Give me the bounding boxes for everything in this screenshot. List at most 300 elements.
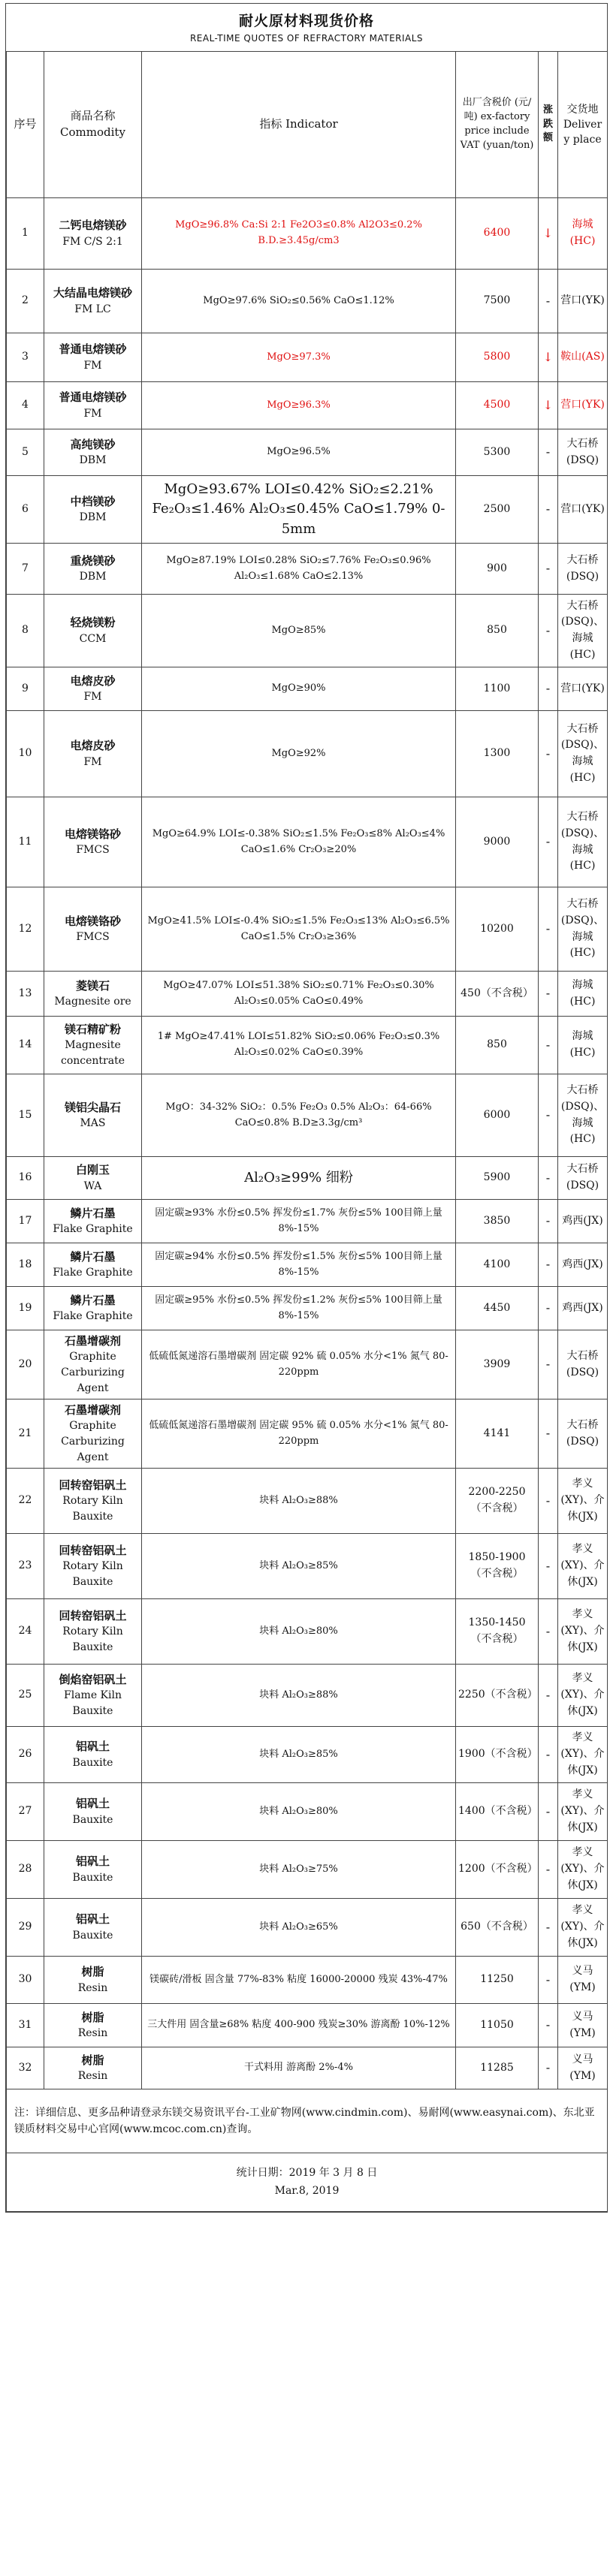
indicator-cell: 低硫低氮递溶石墨增碳剂 固定碳 95% 硫 0.05% 水分<1% 氮气 80-220ppm	[142, 1399, 456, 1469]
row-number: 25	[7, 1665, 44, 1727]
commodity-cell	[44, 1841, 142, 1899]
row-number: 22	[7, 1469, 44, 1534]
delivery-place-cell: 营口(YK)	[558, 476, 608, 544]
commodity-name-en: FM	[83, 359, 102, 372]
commodity-name-en: Flame Kiln Bauxite	[64, 1689, 122, 1718]
commodity-name-cn: 电熔皮砂	[70, 673, 116, 688]
change-cell: -	[539, 476, 558, 544]
delivery-place-cell: 孝义(XY)、介休(JX)	[558, 1841, 608, 1899]
row-number: 26	[7, 1727, 44, 1783]
footer-note-row	[7, 2089, 608, 2153]
table-row	[7, 887, 608, 972]
commodity-name-en: FMCS	[76, 844, 110, 857]
row-number: 18	[7, 1243, 44, 1287]
commodity-name-en: Resin	[77, 2027, 108, 2040]
commodity-name-cn: 鳞片石墨	[70, 1206, 116, 1220]
commodity-cell	[44, 270, 142, 333]
commodity-name-cn: 电熔镁铬砂	[64, 914, 121, 928]
row-number: 31	[7, 2004, 44, 2047]
commodity-name-en: FM	[83, 691, 102, 704]
table-row	[7, 711, 608, 797]
table-row	[7, 544, 608, 595]
indicator-cell: MgO≥64.9% LOI≤-0.38% SiO₂≤1.5% Fe₂O₃≤8% Al₂O₃≤4% CaO≤1.6% Cr₂O₃≥20%	[142, 797, 456, 887]
price-cell: 3850	[456, 1200, 539, 1243]
table-row	[7, 198, 608, 270]
commodity-cell	[44, 887, 142, 972]
delivery-place-cell: 孝义(XY)、介休(JX)	[558, 1783, 608, 1841]
row-number: 27	[7, 1783, 44, 1841]
header-row	[7, 52, 608, 198]
price-cell: 7500	[456, 270, 539, 333]
commodity-name-cn: 鳞片石墨	[70, 1249, 116, 1264]
indicator-cell: MgO≥85%	[142, 595, 456, 667]
price-cell: 4100	[456, 1243, 539, 1287]
price-cell: 2200-2250（不含税）	[456, 1469, 539, 1534]
commodity-name-cn: 大结晶电熔镁砂	[53, 286, 132, 300]
change-cell: -	[539, 1200, 558, 1243]
row-number: 15	[7, 1074, 44, 1157]
row-number: 10	[7, 711, 44, 797]
price-cell: 5300	[456, 429, 539, 476]
commodity-cell	[44, 1783, 142, 1841]
commodity-name-cn: 普通电熔镁砂	[59, 390, 127, 405]
table-row	[7, 1157, 608, 1200]
delivery-place-cell: 孝义(XY)、介休(JX)	[558, 1469, 608, 1534]
delivery-place-cell: 孝义(XY)、介休(JX)	[558, 1534, 608, 1599]
change-cell: -	[539, 972, 558, 1017]
commodity-name-en: FM C/S 2:1	[62, 235, 123, 248]
change-cell: -	[539, 667, 558, 711]
row-number: 5	[7, 429, 44, 476]
price-cell: 2250（不含税）	[456, 1665, 539, 1727]
commodity-cell	[44, 1074, 142, 1157]
commodity-name-cn: 石墨增碳剂	[64, 1402, 121, 1417]
commodity-name-cn: 重烧镁砂	[70, 553, 116, 568]
commodity-cell	[44, 1665, 142, 1727]
delivery-place-cell: 大石桥(DSQ)	[558, 1157, 608, 1200]
col-header-change: 涨跌额	[539, 52, 558, 198]
change-cell: -	[539, 270, 558, 333]
row-number: 3	[7, 333, 44, 382]
commodity-name-en: Rotary Kiln Bauxite	[62, 1560, 123, 1589]
table-row	[7, 1783, 608, 1841]
change-cell: -	[539, 1665, 558, 1727]
row-number: 12	[7, 887, 44, 972]
row-number: 4	[7, 382, 44, 429]
commodity-name-en: Flake Graphite	[53, 1310, 133, 1323]
commodity-cell	[44, 1469, 142, 1534]
table-row	[7, 1287, 608, 1330]
commodity-name-cn: 树脂	[81, 2010, 104, 2024]
commodity-name-en: Bauxite	[72, 1756, 113, 1769]
price-cell: 1850-1900（不含税）	[456, 1534, 539, 1599]
change-cell: -	[539, 1957, 558, 2004]
delivery-place-cell: 义马(YM)	[558, 2047, 608, 2089]
price-cell: 650（不含税）	[456, 1899, 539, 1957]
row-number: 24	[7, 1599, 44, 1665]
delivery-place-cell: 孝义(XY)、介休(JX)	[558, 1665, 608, 1727]
commodity-cell	[44, 1599, 142, 1665]
commodity-name-en: Flake Graphite	[53, 1223, 133, 1236]
commodity-name-en: FM	[83, 755, 102, 768]
price-rows	[7, 198, 608, 2089]
indicator-cell: MgO≥87.19% LOI≤0.28% SiO₂≤7.76% Fe₂O₃≤0.96% Al₂O₃≤1.68% CaO≤2.13%	[142, 544, 456, 595]
commodity-cell	[44, 1200, 142, 1243]
price-cell: 4500	[456, 382, 539, 429]
price-cell: 4450	[456, 1287, 539, 1330]
commodity-name-en: CCM	[79, 632, 107, 645]
footer-date-row	[7, 2153, 608, 2212]
table-row	[7, 1074, 608, 1157]
commodity-name-en: Bauxite	[72, 1813, 113, 1826]
change-cell: -	[539, 887, 558, 972]
row-number: 29	[7, 1899, 44, 1957]
change-cell: ↓	[539, 382, 558, 429]
table-row	[7, 1665, 608, 1727]
commodity-name-en: FM	[83, 407, 102, 420]
price-cell: 1350-1450（不含税）	[456, 1599, 539, 1665]
date-en: Mar.8, 2019	[274, 2184, 340, 2197]
delivery-place-cell: 孝义(XY)、介休(JX)	[558, 1727, 608, 1783]
row-number: 17	[7, 1200, 44, 1243]
indicator-cell: 低硫低氮递溶石墨增碳剂 固定碳 92% 硫 0.05% 水分<1% 氮气 80-220ppm	[142, 1330, 456, 1399]
commodity-cell	[44, 382, 142, 429]
change-cell: -	[539, 1783, 558, 1841]
commodity-cell	[44, 198, 142, 270]
change-cell: -	[539, 429, 558, 476]
commodity-name-cn: 树脂	[81, 1965, 104, 1979]
row-number: 19	[7, 1287, 44, 1330]
commodity-name-en: MAS	[80, 1117, 106, 1130]
indicator-cell: MgO≥96.8% Ca:Si 2:1 Fe2O3≤0.8% Al2O3≤0.2% B.D.≥3.45g/cm3	[142, 198, 456, 270]
commodity-name-en: Bauxite	[72, 1929, 113, 1942]
delivery-place-cell: 孝义(XY)、介休(JX)	[558, 1899, 608, 1957]
delivery-place-cell: 义马(YM)	[558, 2004, 608, 2047]
price-cell: 2500	[456, 476, 539, 544]
change-cell: -	[539, 2004, 558, 2047]
price-cell: 1300	[456, 711, 539, 797]
price-sheet	[5, 3, 608, 2213]
commodity-name-cn: 镁铝尖晶石	[64, 1100, 121, 1114]
delivery-place-cell: 义马(YM)	[558, 1957, 608, 2004]
indicator-cell: MgO：34-32% SiO₂：0.5% Fe₂O₃ 0.5% Al₂O₃：64-66% CaO≤0.8% B.D≥3.3g/cm³	[142, 1074, 456, 1157]
commodity-name-en: Resin	[77, 2070, 108, 2083]
indicator-cell: MgO≥47.07% LOI≤51.38% SiO₂≤0.71% Fe₂O₃≤0.30% Al₂O₃≤0.05% CaO≤0.49%	[142, 972, 456, 1017]
commodity-name-cn: 电熔皮砂	[70, 739, 116, 753]
commodity-cell	[44, 544, 142, 595]
delivery-place-cell: 鸡西(JX)	[558, 1243, 608, 1287]
delivery-place-cell: 海城(HC)	[558, 198, 608, 270]
commodity-cell	[44, 1534, 142, 1599]
table-row	[7, 429, 608, 476]
indicator-cell: 镁碳砖/滑板 固含量 77%-83% 粘度 16000-20000 残炭 43%-47%	[142, 1957, 456, 2004]
commodity-name-en: Graphite Carburizing Agent	[61, 1351, 125, 1395]
commodity-name-en: Rotary Kiln Bauxite	[62, 1625, 123, 1654]
price-cell: 5800	[456, 333, 539, 382]
change-cell: -	[539, 544, 558, 595]
commodity-name-en: DBM	[79, 454, 107, 467]
table-row	[7, 1727, 608, 1783]
commodity-name-cn: 高纯镁砂	[70, 437, 116, 451]
row-number: 2	[7, 270, 44, 333]
indicator-cell: MgO≥92%	[142, 711, 456, 797]
table-row	[7, 1330, 608, 1399]
commodity-name-cn: 铝矾土	[75, 1854, 110, 1869]
row-number: 13	[7, 972, 44, 1017]
change-cell: -	[539, 1074, 558, 1157]
change-cell: -	[539, 1469, 558, 1534]
table-row	[7, 1957, 608, 2004]
commodity-name-en: FMCS	[76, 931, 110, 944]
price-cell: 1900（不含税）	[456, 1727, 539, 1783]
commodity-cell	[44, 1157, 142, 1200]
footer-date	[7, 2153, 608, 2212]
change-cell: -	[539, 711, 558, 797]
indicator-cell: 块料 Al₂O₃≥85%	[142, 1727, 456, 1783]
table-row	[7, 1399, 608, 1469]
indicator-cell: 固定碳≥93% 水份≤0.5% 挥发份≤1.7% 灰份≤5% 100目筛上量 8%-15%	[142, 1200, 456, 1243]
commodity-name-cn: 电熔镁铬砂	[64, 827, 121, 841]
price-table	[6, 51, 608, 2212]
delivery-place-cell: 孝义(XY)、介休(JX)	[558, 1599, 608, 1665]
change-cell: -	[539, 1017, 558, 1074]
table-row	[7, 333, 608, 382]
commodity-cell	[44, 1899, 142, 1957]
commodity-cell	[44, 595, 142, 667]
price-cell: 9000	[456, 797, 539, 887]
row-number: 23	[7, 1534, 44, 1599]
indicator-cell: 块料 Al₂O₃≥88%	[142, 1665, 456, 1727]
table-row	[7, 667, 608, 711]
commodity-name-en: DBM	[79, 511, 107, 524]
table-row	[7, 1841, 608, 1899]
commodity-cell	[44, 429, 142, 476]
commodity-cell	[44, 667, 142, 711]
change-cell: -	[539, 1157, 558, 1200]
indicator-cell: MgO≥90%	[142, 667, 456, 711]
table-row	[7, 382, 608, 429]
price-cell: 5900	[456, 1157, 539, 1200]
commodity-cell	[44, 476, 142, 544]
commodity-name-en: Graphite Carburizing Agent	[61, 1420, 125, 1464]
price-cell: 1400（不含税）	[456, 1783, 539, 1841]
indicator-cell: MgO≥96.3%	[142, 382, 456, 429]
commodity-cell	[44, 1287, 142, 1330]
commodity-cell	[44, 797, 142, 887]
commodity-name-en: Magnesite ore	[54, 996, 131, 1008]
col-header-indicator: 指标 Indicator	[142, 52, 456, 198]
commodity-cell	[44, 1399, 142, 1469]
price-cell: 1200（不含税）	[456, 1841, 539, 1899]
commodity-name-cn: 二钙电熔镁砂	[59, 218, 127, 233]
price-cell: 11250	[456, 1957, 539, 2004]
table-row	[7, 1599, 608, 1665]
change-cell: -	[539, 1727, 558, 1783]
table-row	[7, 2047, 608, 2089]
table-row	[7, 1534, 608, 1599]
commodity-name-en: FM LC	[74, 303, 111, 315]
commodity-name-cn: 普通电熔镁砂	[59, 342, 127, 357]
table-row	[7, 476, 608, 544]
indicator-cell: MgO≥97.3%	[142, 333, 456, 382]
price-cell: 6000	[456, 1074, 539, 1157]
table-row	[7, 2004, 608, 2047]
change-cell: -	[539, 2047, 558, 2089]
table-row	[7, 972, 608, 1017]
commodity-name-en: DBM	[79, 571, 107, 583]
col-header-commodity: 商品名称 Commodity	[44, 52, 142, 198]
indicator-cell: 块料 Al₂O₃≥85%	[142, 1534, 456, 1599]
commodity-cell	[44, 1330, 142, 1399]
indicator-cell: 三大件用 固含量≥68% 粘度 400-900 残炭≥30% 游离酚 10%-12%	[142, 2004, 456, 2047]
change-cell: -	[539, 595, 558, 667]
row-number: 8	[7, 595, 44, 667]
change-cell: -	[539, 1534, 558, 1599]
footer-note: 注：详细信息、更多品种请登录东镁交易资讯平台-工业矿物网(www.cindmin.com)、易耐网(www.easynai.com)、东北亚镁质材料交易中心官网(www.mcoc.com.cn)查询。	[7, 2089, 608, 2153]
table-row	[7, 595, 608, 667]
indicator-cell: 干式料用 游离酚 2%-4%	[142, 2047, 456, 2089]
row-number: 32	[7, 2047, 44, 2089]
price-cell: 4141	[456, 1399, 539, 1469]
price-cell: 10200	[456, 887, 539, 972]
date-cn: 统计日期：2019 年 3 月 8 日	[236, 2166, 378, 2179]
indicator-cell: 固定碳≥94% 水份≤0.5% 挥发份≤1.5% 灰份≤5% 100目筛上量 8%-15%	[142, 1243, 456, 1287]
table-row	[7, 1899, 608, 1957]
indicator-cell: MgO≥41.5% LOI≤-0.4% SiO₂≤1.5% Fe₂O₃≤13% Al₂O₃≤6.5% CaO≤1.5% Cr₂O₃≥36%	[142, 887, 456, 972]
commodity-name-en: WA	[83, 1180, 102, 1192]
commodity-name-cn: 轻烧镁粉	[70, 616, 116, 630]
col-header-price: 出厂含税价 (元/吨) ex-factory price include VAT (yuan/ton)	[456, 52, 539, 198]
commodity-name-cn: 白刚玉	[75, 1163, 110, 1177]
price-cell: 6400	[456, 198, 539, 270]
change-cell: -	[539, 1330, 558, 1399]
commodity-name-cn: 石墨增碳剂	[64, 1333, 121, 1348]
row-number: 21	[7, 1399, 44, 1469]
delivery-place-cell: 大石桥(DSQ)	[558, 544, 608, 595]
indicator-cell: 块料 Al₂O₃≥65%	[142, 1899, 456, 1957]
table-row	[7, 270, 608, 333]
row-number: 7	[7, 544, 44, 595]
row-number: 11	[7, 797, 44, 887]
price-cell: 11050	[456, 2004, 539, 2047]
row-number: 28	[7, 1841, 44, 1899]
commodity-name-cn: 铝矾土	[75, 1797, 110, 1811]
table-row	[7, 1200, 608, 1243]
commodity-name-cn: 树脂	[81, 2053, 104, 2067]
change-cell: ↓	[539, 333, 558, 382]
commodity-name-cn: 回转窑铝矾土	[59, 1478, 127, 1492]
price-cell: 850	[456, 1017, 539, 1074]
indicator-cell: 块料 Al₂O₃≥80%	[142, 1599, 456, 1665]
table-row	[7, 1017, 608, 1074]
commodity-name-cn: 回转窑铝矾土	[59, 1608, 127, 1622]
col-header-place: 交货地 Delivery place	[558, 52, 608, 198]
commodity-cell	[44, 2004, 142, 2047]
row-number: 6	[7, 476, 44, 544]
delivery-place-cell: 大石桥(DSQ)、海城(HC)	[558, 797, 608, 887]
delivery-place-cell: 大石桥(DSQ)、海城(HC)	[558, 887, 608, 972]
commodity-cell	[44, 972, 142, 1017]
table-row	[7, 1469, 608, 1534]
change-cell: -	[539, 1599, 558, 1665]
delivery-place-cell: 营口(YK)	[558, 270, 608, 333]
indicator-cell: 固定碳≥95% 水份≤0.5% 挥发份≤1.2% 灰份≤5% 100目筛上量 8%-15%	[142, 1287, 456, 1330]
change-cell: -	[539, 1399, 558, 1469]
delivery-place-cell: 大石桥(DSQ)	[558, 1399, 608, 1469]
commodity-cell	[44, 1957, 142, 2004]
delivery-place-cell: 营口(YK)	[558, 382, 608, 429]
commodity-name-cn: 鳞片石墨	[70, 1293, 116, 1307]
delivery-place-cell: 大石桥(DSQ)、海城(HC)	[558, 595, 608, 667]
change-cell: -	[539, 1841, 558, 1899]
commodity-cell	[44, 333, 142, 382]
indicator-cell: 块料 Al₂O₃≥88%	[142, 1469, 456, 1534]
row-number: 9	[7, 667, 44, 711]
row-number: 30	[7, 1957, 44, 2004]
delivery-place-cell: 大石桥(DSQ)	[558, 429, 608, 476]
table-row	[7, 1243, 608, 1287]
delivery-place-cell: 海城(HC)	[558, 1017, 608, 1074]
row-number: 1	[7, 198, 44, 270]
indicator-cell: MgO≥93.67% LOI≤0.42% SiO₂≤2.21% Fe₂O₃≤1.46% Al₂O₃≤0.45% CaO≤1.79% 0-5mm	[142, 476, 456, 544]
price-cell: 900	[456, 544, 539, 595]
change-cell: -	[539, 797, 558, 887]
price-cell: 3909	[456, 1330, 539, 1399]
col-header-seq: 序号	[7, 52, 44, 198]
commodity-name-cn: 回转窑铝矾土	[59, 1543, 127, 1557]
change-cell: -	[539, 1287, 558, 1330]
commodity-name-cn: 铝矾土	[75, 1912, 110, 1927]
indicator-cell: 块料 Al₂O₃≥80%	[142, 1783, 456, 1841]
delivery-place-cell: 鸡西(JX)	[558, 1287, 608, 1330]
delivery-place-cell: 大石桥(DSQ)、海城(HC)	[558, 711, 608, 797]
commodity-name-en: Rotary Kiln Bauxite	[62, 1495, 123, 1523]
delivery-place-cell: 营口(YK)	[558, 667, 608, 711]
commodity-name-cn: 倒焰窑铝矾土	[59, 1672, 127, 1686]
delivery-place-cell: 鸡西(JX)	[558, 1200, 608, 1243]
commodity-name-en: Bauxite	[72, 1871, 113, 1884]
commodity-name-en: Magnesite concentrate	[60, 1039, 125, 1068]
commodity-cell	[44, 711, 142, 797]
change-cell: -	[539, 1243, 558, 1287]
commodity-cell	[44, 1727, 142, 1783]
row-number: 14	[7, 1017, 44, 1074]
commodity-name-en: Flake Graphite	[53, 1267, 133, 1279]
indicator-cell: MgO≥96.5%	[142, 429, 456, 476]
price-cell: 850	[456, 595, 539, 667]
page-subtitle: REAL-TIME QUOTES OF REFRACTORY MATERIALS	[189, 33, 424, 44]
change-cell: -	[539, 1899, 558, 1957]
row-number: 16	[7, 1157, 44, 1200]
commodity-cell	[44, 2047, 142, 2089]
table-row	[7, 797, 608, 887]
commodity-name-en: Resin	[77, 1981, 108, 1994]
commodity-cell	[44, 1017, 142, 1074]
delivery-place-cell: 大石桥(DSQ)	[558, 1330, 608, 1399]
change-cell: ↓	[539, 198, 558, 270]
price-cell: 11285	[456, 2047, 539, 2089]
delivery-place-cell: 鞍山(AS)	[558, 333, 608, 382]
price-cell: 450（不含税）	[456, 972, 539, 1017]
commodity-name-cn: 镁石精矿粉	[64, 1022, 121, 1036]
price-cell: 1100	[456, 667, 539, 711]
commodity-name-cn: 铝矾土	[75, 1740, 110, 1754]
commodity-name-cn: 菱镁石	[75, 978, 110, 993]
indicator-cell: MgO≥97.6% SiO₂≤0.56% CaO≤1.12%	[142, 270, 456, 333]
page-title: 耐火原材料现货价格	[238, 13, 374, 29]
indicator-cell: 块料 Al₂O₃≥75%	[142, 1841, 456, 1899]
delivery-place-cell: 大石桥(DSQ)、海城(HC)	[558, 1074, 608, 1157]
